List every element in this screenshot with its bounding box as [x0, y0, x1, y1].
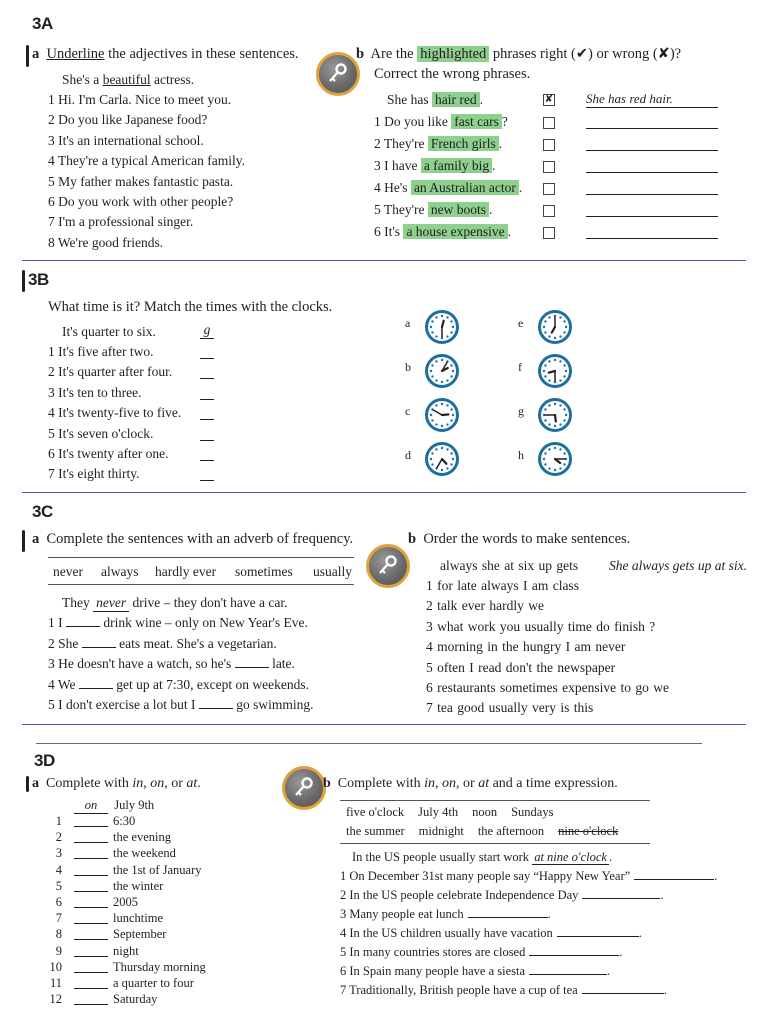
instruction-text: Are the [370, 46, 418, 62]
list-item: 1 It's five after two. [48, 344, 154, 359]
item-number: 12 [49, 992, 62, 1007]
example-text: actress. [150, 72, 195, 87]
section-divider [22, 492, 746, 493]
answer-blank[interactable] [74, 875, 108, 876]
instruction-text: Complete with [46, 776, 133, 791]
answer-blank[interactable] [74, 907, 108, 908]
item-text: lunchtime [113, 911, 163, 926]
exercise-3c-a-example [62, 595, 288, 612]
answer-blank[interactable] [468, 917, 548, 918]
example-correction: She has red hair. [586, 91, 718, 108]
exercise-3a-b-instruction-2: Correct the wrong phrases. [374, 66, 531, 82]
item-number: 6 [55, 895, 62, 909]
clock-icon[interactable] [425, 442, 459, 476]
instruction-text: , or [456, 776, 479, 791]
word-box-item: five o'clock [346, 805, 405, 819]
clock-icon[interactable] [538, 354, 572, 388]
instruction-word: at [478, 776, 490, 791]
item-highlight: fast cars [451, 114, 502, 129]
instruction-word: in [424, 776, 436, 791]
item-highlight: new boots [428, 202, 489, 217]
word-box-row [346, 824, 632, 839]
example-answer: on [74, 798, 108, 814]
example-text: It's quarter to six. [62, 324, 156, 339]
instruction-text: the adjectives in these sentences. [104, 46, 299, 62]
item-number: 10 [49, 959, 62, 974]
list-item [48, 615, 308, 631]
item-number: 8 [55, 927, 62, 942]
item-number: 2 [55, 830, 62, 845]
exercise-3a-a-instruction [32, 46, 299, 63]
word-box-item: nine o'clock [558, 824, 619, 838]
list-item: 3 It's ten to three. [48, 384, 142, 400]
list-item: 2 talk ever hardly we [426, 598, 544, 614]
example-text: July 9th [114, 798, 155, 812]
answer-checkbox[interactable] [543, 117, 555, 129]
answer-blank[interactable] [200, 358, 214, 359]
answer-blank[interactable] [74, 956, 108, 957]
key-icon [282, 766, 326, 810]
item-text: 2 She [48, 635, 82, 651]
list-item: 7 I'm a professional singer. [48, 214, 194, 230]
clock-label: c [405, 404, 411, 418]
list-item [48, 677, 309, 693]
item-highlight: an Australian actor [411, 180, 519, 195]
item-text: the 1st of January [113, 862, 202, 877]
exercise-3c-b-example-words: always she at six up gets [440, 558, 579, 573]
item-text: the weekend [113, 846, 176, 861]
clock-icon[interactable] [538, 398, 572, 432]
answer-blank[interactable] [634, 879, 714, 880]
answer-blank[interactable] [79, 688, 113, 689]
instruction-text: and a time expression. [489, 776, 618, 791]
item-number: 7 [55, 911, 62, 926]
example-text: She has [387, 92, 432, 107]
list-item [374, 114, 508, 130]
clock-icon[interactable] [538, 442, 572, 476]
item-number: 4 [55, 862, 62, 877]
section-marker [22, 530, 25, 552]
item-text: 5 In many countries stores are closed [340, 945, 526, 959]
list-item: 3 what work you usually time do finish ? [426, 618, 656, 634]
list-item: 7 tea good usually very is this [426, 700, 594, 716]
answer-blank[interactable] [529, 955, 619, 956]
item-text: 3 I have [374, 158, 421, 173]
word-box-item: noon [472, 805, 498, 819]
item-text: . [489, 202, 493, 217]
clock-label: a [405, 316, 411, 330]
item-number: 1 [55, 814, 62, 828]
word-box-item: sometimes [235, 564, 293, 579]
item-text: Saturday [113, 992, 158, 1007]
list-item: 4 In the US children usually have vacation . [340, 926, 642, 940]
answer-blank[interactable] [74, 988, 108, 989]
list-item: 1 On December 31st many people say “Happy New Year” . [340, 869, 718, 883]
instruction-word: at [186, 776, 198, 791]
answer-blank[interactable] [200, 460, 214, 461]
answer-blank[interactable] [74, 891, 108, 892]
exercise-letter: b [356, 46, 365, 62]
answer-blank[interactable] [200, 419, 214, 420]
exercise-3c-b-example-answer: She always gets up at six. [609, 558, 747, 573]
answer-blank[interactable] [582, 898, 660, 899]
example-text: . [479, 92, 483, 107]
exercise-letter: a [32, 776, 39, 791]
instruction-word: on [150, 776, 165, 791]
list-item: 2 It's quarter after four. [48, 364, 173, 380]
answer-blank[interactable] [74, 923, 108, 924]
exercise-3a-a-example [62, 72, 194, 88]
answer-line[interactable] [586, 238, 718, 239]
answer-line[interactable] [586, 172, 718, 173]
clock-label: b [405, 360, 411, 374]
clock-label: f [518, 360, 522, 374]
list-item [374, 202, 492, 218]
list-item [374, 180, 522, 196]
instruction-text: , [435, 776, 443, 791]
exercise-3d-b-example [352, 850, 612, 865]
item-text: 7 Traditionally, British people have a cup of tea [340, 983, 578, 997]
list-item [48, 656, 295, 672]
item-text: 5 They're [374, 202, 428, 217]
list-item: 4 They're a typical American family. [48, 153, 245, 169]
list-item: 5 In many countries stores are closed . [340, 945, 623, 959]
list-item: 8 We're good friends. [48, 234, 164, 250]
section-title-3a: 3A [32, 14, 53, 33]
list-item: 6 It's twenty after one. [48, 446, 169, 461]
list-item: 6 Do you work with other people? [48, 194, 234, 209]
answer-checkbox[interactable] [543, 139, 555, 151]
example-text: They [62, 595, 94, 610]
list-item: 5 often I read don't the newspaper [426, 659, 616, 675]
list-item: 2 In the US people celebrate Independence Day . [340, 888, 664, 902]
instruction-underline-word: Underline [46, 46, 105, 62]
exercise-3c-a-instruction [32, 531, 353, 548]
section-divider [22, 724, 746, 725]
item-text: 5 I don't exercise a lot but I [48, 697, 199, 712]
item-text: 2005 [113, 895, 138, 909]
answer-blank[interactable] [199, 708, 233, 709]
instruction-text: . [197, 776, 201, 791]
section-title-3b: 3B [28, 270, 49, 289]
item-text: 1 On December 31st many people say “Happy New Year” [340, 869, 631, 883]
item-highlight: a house expensive [403, 224, 507, 239]
answer-line[interactable] [586, 128, 718, 129]
exercise-letter: b [408, 531, 417, 547]
word-box-item: midnight [418, 824, 464, 838]
list-item: 1 for late always I am class [426, 578, 579, 593]
word-box-item: July 4th [418, 805, 459, 819]
item-text: 1 I [48, 615, 66, 630]
item-text: 3 He doesn't have a watch, so he's [48, 656, 235, 671]
list-item: 5 My father makes fantastic pasta. [48, 173, 234, 189]
list-item: 7 It's eight thirty. [48, 466, 140, 482]
word-box-list [48, 558, 354, 584]
item-text: 6 In Spain many people have a siesta [340, 964, 526, 978]
item-text: ? [501, 114, 508, 129]
list-item: 6 restaurants sometimes expensive to go we [426, 680, 669, 695]
example-answer: at nine o'clock [534, 850, 607, 864]
instruction-highlight: highlighted [417, 46, 489, 62]
word-box-item: usually [313, 564, 352, 579]
clock-icon[interactable] [538, 310, 572, 344]
answer-checkbox[interactable] [543, 205, 555, 217]
exercise-3d-a-example [74, 798, 154, 814]
example-text: In the US people usually start work [352, 850, 533, 864]
example-underlined-word: beautiful [102, 72, 151, 87]
answer-blank[interactable] [74, 1004, 108, 1005]
item-text: . [498, 136, 503, 151]
word-box-row [346, 805, 567, 820]
answer-line[interactable] [586, 194, 718, 195]
answer-checkbox[interactable] [543, 227, 555, 239]
word-box [340, 800, 650, 844]
clock-label: g [518, 404, 524, 418]
word-box-item: always [101, 564, 139, 579]
example-text: drive – they don't have a car. [129, 595, 288, 610]
example-wrong-checkbox[interactable]: ✘ [544, 94, 554, 105]
item-text: 3 Many people eat lunch [340, 907, 464, 921]
clock-label: d [405, 448, 411, 462]
answer-blank[interactable] [74, 826, 108, 827]
section-title-3d: 3D [34, 751, 55, 770]
list-item: 7 Traditionally, British people have a cup of tea . [340, 983, 667, 997]
exercise-3a-b-example [387, 92, 483, 108]
item-text: the evening [113, 830, 171, 845]
item-text: 6:30 [113, 814, 136, 828]
item-text: . [518, 180, 523, 195]
clock-icon[interactable] [425, 310, 459, 344]
answer-blank[interactable] [82, 647, 116, 648]
item-text: 1 Do you like [374, 114, 452, 129]
list-item: 2 Do you like Japanese food? [48, 112, 208, 128]
list-item: 1 Hi. I'm Carla. Nice to meet you. [48, 92, 232, 107]
word-box-item: hardly ever [155, 564, 217, 579]
example-text: . [608, 850, 613, 864]
item-text: . [507, 224, 512, 239]
answer-line[interactable] [586, 216, 718, 217]
list-item [48, 636, 277, 652]
section-marker [22, 270, 25, 292]
item-text: get up at 7:30, except on weekends. [112, 676, 309, 692]
clock-icon[interactable] [425, 354, 459, 388]
instruction-text: Complete the sentences with an adverb of frequency. [46, 531, 354, 547]
item-text: 4 He's [374, 180, 411, 195]
clock-icon[interactable] [425, 398, 459, 432]
clock-label: h [518, 448, 524, 462]
section-divider [36, 743, 702, 744]
answer-line[interactable] [586, 150, 718, 151]
answer-blank[interactable] [74, 972, 108, 973]
answer-blank[interactable] [74, 939, 108, 940]
list-item [374, 136, 502, 152]
answer-blank[interactable] [200, 440, 214, 441]
instruction-text: , [143, 776, 151, 791]
answer-blank[interactable] [200, 399, 214, 400]
item-highlight: French girls [428, 136, 499, 151]
answer-blank[interactable] [557, 936, 639, 937]
answer-blank[interactable] [200, 480, 214, 481]
item-text: Thursday morning [113, 959, 206, 974]
item-number: 5 [55, 878, 62, 893]
list-item: 4 It's twenty-five to five. [48, 405, 182, 421]
instruction-word: on [442, 776, 457, 791]
example-answer: never [93, 595, 129, 612]
item-text: . [492, 158, 496, 173]
word-box [48, 557, 354, 585]
list-item: 6 In Spain many people have a siesta . [340, 964, 611, 978]
item-text: 6 It's [374, 224, 404, 239]
instruction-text: , or [164, 776, 187, 791]
word-box-item: the summer [346, 824, 405, 838]
list-item: 3 It's an international school. [48, 132, 204, 148]
exercise-letter: a [32, 46, 40, 62]
section-marker [26, 45, 29, 67]
instruction-text: Complete with [337, 776, 425, 791]
answer-blank[interactable] [235, 667, 269, 668]
item-number: 3 [55, 846, 62, 861]
section-divider [22, 260, 746, 261]
item-text: 4 In the US children usually have vacation [340, 926, 553, 940]
exercise-3d-b-instruction [323, 776, 618, 792]
item-text: drink wine – only on New Year's Eve. [100, 615, 308, 630]
example-text: She's a [62, 72, 103, 87]
answer-checkbox[interactable] [543, 183, 555, 195]
answer-blank[interactable] [582, 993, 664, 994]
item-number: 11 [49, 976, 62, 990]
exercise-letter: b [323, 776, 331, 791]
exercise-3b-example [62, 324, 156, 340]
answer-blank[interactable] [66, 626, 100, 627]
item-text: 2 In the US people celebrate Independence Day [340, 888, 579, 902]
instruction-text: phrases right (✔) or wrong (✘)? [489, 46, 682, 62]
answer-checkbox[interactable] [543, 161, 555, 173]
item-text: night [113, 943, 139, 958]
answer-blank[interactable] [74, 842, 108, 843]
list-item [374, 158, 495, 174]
example-answer: g [200, 322, 214, 339]
list-item: 3 Many people eat lunch . [340, 907, 551, 921]
example-highlight: hair red [432, 92, 480, 107]
answer-blank[interactable] [529, 974, 607, 975]
list-item [48, 697, 314, 713]
exercise-letter: a [32, 531, 40, 547]
word-box-item: never [53, 564, 83, 579]
key-icon [316, 52, 360, 96]
item-text: a quarter to four [113, 976, 194, 990]
key-icon [366, 544, 410, 588]
section-title-3c: 3C [32, 502, 53, 521]
item-text: September [113, 927, 167, 942]
item-text: eats meat. She's a vegetarian. [115, 635, 277, 651]
word-box-item: the afternoon [477, 824, 545, 838]
exercise-3a-b-instruction [356, 46, 681, 63]
list-item: 4 morning in the hungry I am never [426, 639, 626, 655]
exercise-3d-a-instruction [32, 776, 201, 792]
instruction-text: Order the words to make sentences. [423, 531, 631, 547]
clock-label: e [518, 316, 524, 330]
answer-blank[interactable] [74, 858, 108, 859]
exercise-3b-instruction: What time is it? Match the times with the clocks. [48, 299, 333, 315]
item-text: late. [268, 656, 295, 671]
section-marker [26, 776, 29, 792]
item-text: 2 They're [374, 136, 428, 151]
item-number: 9 [55, 943, 62, 958]
item-highlight: a family big [421, 158, 492, 173]
list-item [374, 224, 511, 240]
item-text: the winter [113, 878, 164, 893]
exercise-3c-b-instruction [408, 531, 630, 548]
word-box-item: Sundays [511, 805, 554, 819]
item-text: go swimming. [232, 697, 314, 712]
list-item: 5 It's seven o'clock. [48, 425, 154, 441]
instruction-word: in [132, 776, 144, 791]
answer-blank[interactable] [200, 378, 214, 379]
item-text: 4 We [48, 676, 79, 692]
